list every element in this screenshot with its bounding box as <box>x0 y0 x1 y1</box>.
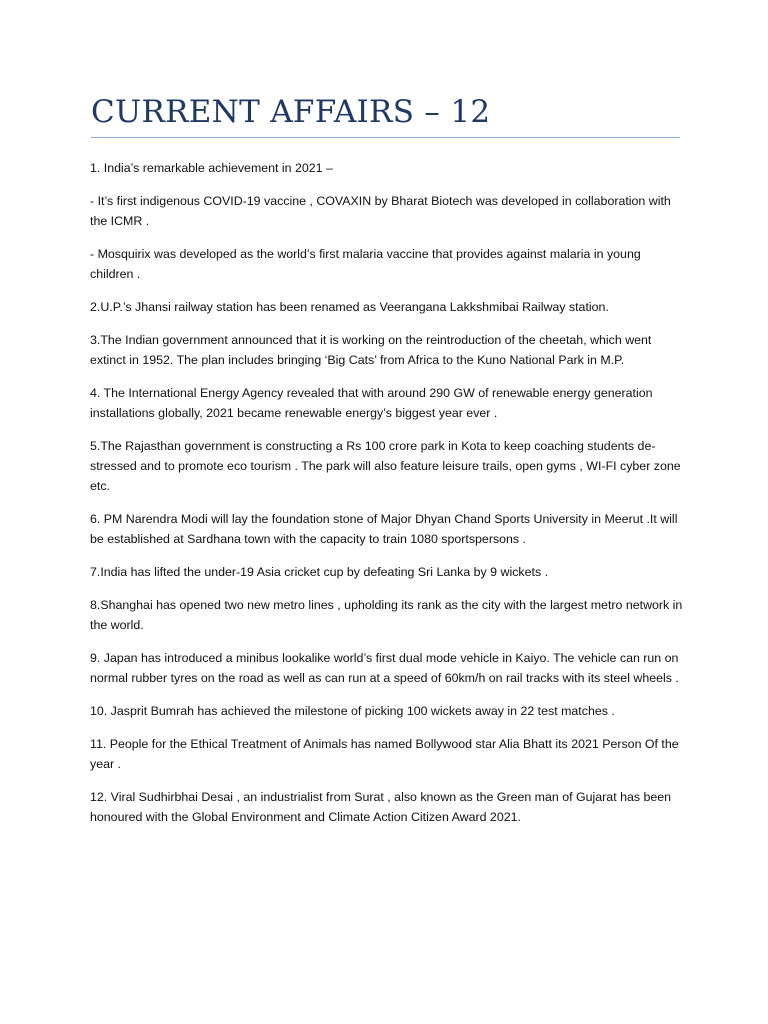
paragraph-item-8: 8.Shanghai has opened two new metro lines , upholding its rank as the city with the largest metro network in the world. <box>90 598 683 632</box>
paragraph-item-9: 9. Japan has introduced a minibus lookalike world’s first dual mode vehicle in Kaiyo. The vehicle can run on normal rubber tyres on the road as well as can run at a speed of 60km/h on rail tracks with its steel wheels . <box>90 651 679 685</box>
document-body <box>90 158 685 840</box>
paragraph-item-1-covaxin: - It’s first indigenous COVID-19 vaccine , COVAXIN by Bharat Biotech was developed in collaboration with the ICMR . <box>90 194 671 228</box>
paragraph-item-1-heading: 1. India’s remarkable achievement in 2021 – <box>90 161 333 175</box>
paragraph-item-7: 7.India has lifted the under-19 Asia cricket cup by defeating Sri Lanka by 9 wickets . <box>90 565 549 579</box>
paragraph-item-6: 6. PM Narendra Modi will lay the foundation stone of Major Dhyan Chand Sports University in Meerut .It will be established at Sardhana town with the capacity to train 1080 sportspersons . <box>90 512 678 546</box>
paragraph-item-5: 5.The Rajasthan government is constructing a Rs 100 crore park in Kota to keep coaching students de-stressed and to promote eco tourism . The park will also feature leisure trails, open gyms , WI-FI cyber zone etc. <box>90 439 681 493</box>
paragraph-item-12: 12. Viral Sudhirbhai Desai , an industrialist from Surat , also known as the Green man of Gujarat has been honoured with the Global Environment and Climate Action Citizen Award 2021. <box>90 790 672 824</box>
paragraph-item-1-mosquirix: - Mosquirix was developed as the world’s first malaria vaccine that provides against malaria in young children . <box>90 247 641 281</box>
paragraph-item-2: 2.U.P.’s Jhansi railway station has been renamed as Veerangana Lakkshmibai Railway station. <box>90 300 609 314</box>
paragraph-item-4: 4. The International Energy Agency revealed that with around 290 GW of renewable energy generation installations globally, 2021 became renewable energy’s biggest year ever . <box>90 386 653 420</box>
paragraph-item-3: 3.The Indian government announced that it is working on the reintroduction of the cheetah, which went extinct in 1952. The plan includes bringing ‘Big Cats’ from Africa to the Kuno National Park in M.P. <box>90 333 652 367</box>
paragraph-item-11: 11. People for the Ethical Treatment of Animals has named Bollywood star Alia Bhatt its 2021 Person Of the year . <box>90 737 679 771</box>
paragraph-item-10: 10. Jasprit Bumrah has achieved the milestone of picking 100 wickets away in 22 test matches . <box>90 704 615 718</box>
title-underline <box>91 137 680 138</box>
page-title: CURRENT AFFAIRS – 12 <box>91 94 491 130</box>
